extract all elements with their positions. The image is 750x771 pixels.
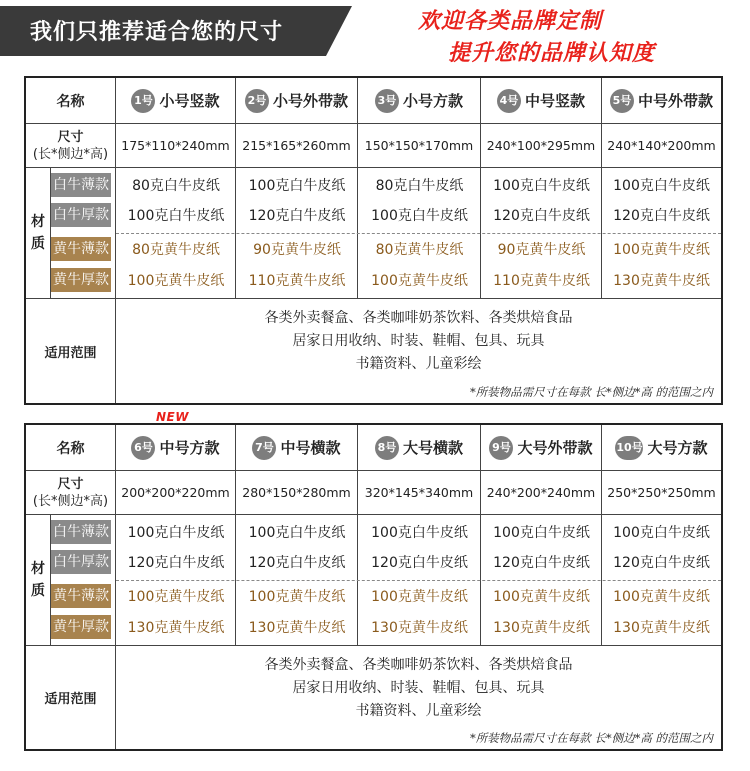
product-number-badge: 7号: [252, 436, 276, 460]
paper-spec: 80克白牛皮纸: [132, 178, 220, 194]
paper-spec: 120克白牛皮纸: [248, 555, 346, 571]
product-header: [236, 78, 358, 124]
size-value: 215*165*260mm: [236, 124, 358, 168]
size-value: 200*200*220mm: [116, 471, 236, 515]
product-name: 大号横款: [402, 439, 463, 457]
material-type-chip: 黄牛薄款: [51, 237, 111, 261]
product-number-badge: 2号: [245, 89, 269, 113]
paper-spec: 110克黄牛皮纸: [493, 273, 590, 289]
scope-line: 各类外卖餐盒、各类咖啡奶茶饮料、各类烘焙食品: [264, 310, 573, 326]
scope-line: 书籍资料、儿童彩绘: [355, 356, 482, 372]
paper-spec: 80克黄牛皮纸: [132, 242, 220, 258]
paper-spec: 100克黄牛皮纸: [613, 589, 710, 605]
product-header: [481, 78, 602, 124]
size-value: 150*150*170mm: [358, 124, 481, 168]
paper-spec: 120克白牛皮纸: [371, 555, 468, 571]
name-header: 名称: [26, 425, 116, 471]
paper-spec: 130克黄牛皮纸: [613, 620, 710, 636]
paper-spec: 120克白牛皮纸: [613, 555, 710, 571]
paper-spec: 100克白牛皮纸: [127, 525, 225, 541]
product-name: 中号外带款: [637, 92, 713, 110]
product-number-badge: 8号: [375, 436, 399, 460]
paper-spec: 120克白牛皮纸: [493, 208, 590, 224]
product-number-badge: 1号: [131, 89, 155, 113]
paper-spec: 100克白牛皮纸: [248, 525, 346, 541]
paper-spec: 130克黄牛皮纸: [248, 620, 346, 636]
header-banner: [0, 6, 352, 56]
paper-spec: 100克白牛皮纸: [613, 178, 710, 194]
paper-spec: 100克黄牛皮纸: [127, 273, 225, 289]
paper-spec: 130克黄牛皮纸: [493, 620, 590, 636]
material-type-chip: 白牛薄款: [51, 173, 111, 197]
slogan-line-2: 提升您的品牌认知度: [448, 41, 656, 66]
slogan-line-1: 欢迎各类品牌定制: [418, 9, 603, 34]
size-value: 320*145*340mm: [358, 471, 481, 515]
paper-spec: 100克黄牛皮纸: [127, 589, 225, 605]
material-type-chip: 黄牛厚款: [51, 615, 111, 639]
product-number-badge: 9号: [489, 436, 513, 460]
scope-line: 书籍资料、儿童彩绘: [355, 703, 482, 719]
scope-label: 适用范围: [26, 646, 116, 749]
paper-spec: 100克黄牛皮纸: [493, 589, 590, 605]
material-label: 材 质: [26, 515, 51, 646]
size-value: 175*110*240mm: [116, 124, 236, 168]
name-header: 名称: [26, 78, 116, 124]
paper-spec: 80克黄牛皮纸: [375, 242, 464, 258]
scope-label: 适用范围: [26, 299, 116, 403]
material-divider: [116, 580, 721, 581]
size-value: 250*250*250mm: [602, 471, 721, 515]
material-type-chip: 白牛厚款: [51, 550, 111, 574]
paper-spec: 100克白牛皮纸: [248, 178, 346, 194]
paper-spec: 90克黄牛皮纸: [497, 242, 586, 258]
scope-line: 居家日用收纳、时装、鞋帽、包具、玩具: [292, 333, 545, 349]
size-label: 尺寸 (长*侧边*高): [26, 471, 116, 515]
product-header: [602, 78, 721, 124]
paper-spec: 80克白牛皮纸: [375, 178, 464, 194]
size-table-2: [24, 423, 723, 751]
product-name: 中号方款: [159, 439, 220, 457]
scope-note: *所装物品需尺寸在每款 长*侧边*高 的范围之内: [469, 385, 713, 399]
product-header: [602, 425, 721, 471]
size-value: 240*100*295mm: [481, 124, 602, 168]
scope-line: 居家日用收纳、时装、鞋帽、包具、玩具: [292, 680, 545, 696]
banner-title: 我们只推荐适合您的尺寸: [30, 20, 284, 45]
material-type-chip: 白牛厚款: [51, 203, 111, 227]
size-value: 240*200*240mm: [481, 471, 602, 515]
product-number-badge: 4号: [497, 89, 521, 113]
size-table-1: [24, 76, 723, 405]
product-name: 小号竖款: [159, 92, 220, 110]
paper-spec: 130克黄牛皮纸: [613, 273, 710, 289]
material-label: 材 质: [26, 168, 51, 299]
product-name: 大号方款: [647, 439, 708, 457]
paper-spec: 100克黄牛皮纸: [248, 589, 346, 605]
paper-spec: 120克白牛皮纸: [613, 208, 710, 224]
paper-spec: 100克黄牛皮纸: [371, 589, 468, 605]
paper-spec: 100克白牛皮纸: [371, 525, 468, 541]
size-value: 280*150*280mm: [236, 471, 358, 515]
paper-spec: 120克白牛皮纸: [493, 555, 590, 571]
product-number-badge: 6号: [131, 436, 155, 460]
scope-line: 各类外卖餐盒、各类咖啡奶茶饮料、各类烘焙食品: [264, 657, 573, 673]
product-name: 小号外带款: [272, 92, 348, 110]
product-number-badge: 10号: [615, 436, 643, 460]
paper-spec: 130克黄牛皮纸: [127, 620, 225, 636]
product-header: [116, 425, 236, 471]
paper-spec: 100克白牛皮纸: [127, 208, 225, 224]
product-header: [358, 78, 481, 124]
paper-spec: 100克白牛皮纸: [613, 525, 710, 541]
product-header: [358, 425, 481, 471]
paper-spec: 100克白牛皮纸: [371, 208, 468, 224]
product-name: 大号外带款: [517, 439, 593, 457]
size-label: 尺寸 (长*侧边*高): [26, 124, 116, 168]
material-type-chip: 黄牛薄款: [51, 584, 111, 608]
product-name: 中号横款: [280, 439, 341, 457]
product-number-badge: 5号: [610, 89, 634, 113]
material-type-chip: 黄牛厚款: [51, 268, 111, 292]
product-header: [236, 425, 358, 471]
paper-spec: 100克白牛皮纸: [493, 178, 590, 194]
new-tag: NEW: [156, 410, 189, 424]
product-name: 小号方款: [402, 92, 463, 110]
product-header: [481, 425, 602, 471]
paper-spec: 110克黄牛皮纸: [248, 273, 346, 289]
scope-note: *所装物品需尺寸在每款 长*侧边*高 的范围之内: [469, 731, 713, 745]
product-number-badge: 3号: [375, 89, 399, 113]
product-name: 中号竖款: [524, 92, 585, 110]
product-header: [116, 78, 236, 124]
material-type-chip: 白牛薄款: [51, 520, 111, 544]
paper-spec: 130克黄牛皮纸: [371, 620, 468, 636]
size-value: 240*140*200mm: [602, 124, 721, 168]
paper-spec: 100克黄牛皮纸: [613, 242, 710, 258]
paper-spec: 100克白牛皮纸: [493, 525, 590, 541]
paper-spec: 120克白牛皮纸: [127, 555, 225, 571]
paper-spec: 100克黄牛皮纸: [371, 273, 468, 289]
material-divider: [116, 233, 721, 234]
paper-spec: 120克白牛皮纸: [248, 208, 346, 224]
paper-spec: 90克黄牛皮纸: [253, 242, 341, 258]
